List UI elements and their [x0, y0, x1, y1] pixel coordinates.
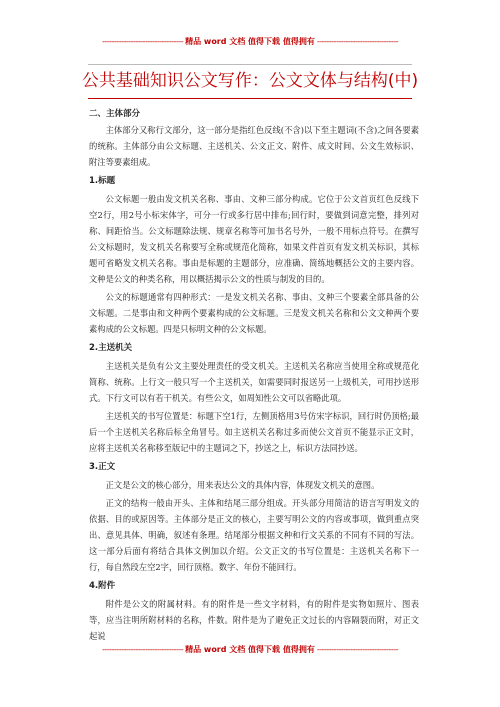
section-heading: 3.正文	[89, 462, 116, 472]
document-body	[89, 105, 419, 646]
banner-dashes-right: ----------------------------------	[316, 645, 398, 654]
footer-banner	[0, 645, 500, 655]
section-heading: 1.标题	[89, 176, 116, 186]
header-divider	[88, 64, 412, 65]
header-banner	[0, 37, 500, 47]
paragraph: 附件是公文的附属材料。有的附件是一些文字材料，有的附件是实物如照片、图表等，应当注明所附材料的名称，件数。附件是为了避免正文过长的内容隔裂而附，对正文起说	[89, 599, 419, 641]
banner-dashes-right: ----------------------------------	[316, 37, 398, 46]
banner-dashes-left: ----------------------------------	[101, 645, 184, 654]
paragraph: 正文是公文的核心部分，用来表达公文的具体内容，体现发文机关的意图。	[105, 480, 380, 490]
paragraph: 公文标题一般由发文机关名称、事由、文种三部分构成。它位于公文首页红色反线下空2行，用2号小标宋体字，可分一行或多行居中排布;回行时，要做到词意完整，排列对称、间距恰当。公文标题除法规、规章名称等可加书名号外，一般不用标点符号。在撰写公文标题时，发文机关名称要写全称或规范化简称，如果文件首页有发文机关标识，其标题可省略发文机关名称。事由是标题的主题部分，应准确、简练地概括公文的主要内容。文种是公文的种类名称，用以概括揭示公文的性质与制发的目的。	[89, 194, 419, 284]
paragraph: 正文的结构一般由开头、主体和结尾三部分组成。开头部分用简洁的语言写明发文的依据、目的或原因等。主体部分是正文的核心，主要写明公文的内容或事项，做到重点突出、意见具体、明确，叙述有条理。结尾部分根据文种和行文关系的不同有不同的写法。这一部分后面有将结合具体文例加以介绍。公文正文的书写位置是：主送机关名称下一行，每自然段左空2字，回行顶格。数字、年份不能回行。	[89, 498, 419, 572]
paragraph: 公文的标题通常有四种形式：一是发文机关名称、事由、文种三个要素全部具备的公文标题。二是事由和文种两个要素构成的公文标题。三是发文机关名称和公文文种两个要素构成的公文标题。四是只标明文种的公文标题。	[89, 292, 419, 334]
banner-text: 精品 word 文档 值得下载 值得拥有	[185, 37, 315, 46]
section-heading: 4.附件	[89, 581, 116, 591]
page-title: 公共基础知识公文写作：公文文体与结构(中)	[81, 71, 419, 91]
paragraph: 主送机关是负有公文主要处理责任的受文机关。主送机关名称应当使用全称或规范化简称、统称。上行文一般只写一个主送机关，如需要同时报送另一上级机关，可用抄送形式。下行文可以有若干机关。有些公文，如周知性公文可以省略此项。	[89, 361, 419, 403]
banner-dashes-left: ----------------------------------	[101, 37, 184, 46]
section-heading: 二、主体部分	[89, 109, 141, 119]
section-heading: 2.主送机关	[89, 343, 133, 353]
paragraph: 主体部分又称行文部分，这一部分是指红色反线(不含)以下至主题词(不含)之间各要素的统称。主体部分由公文标题、主送机关、公文正文、附件、成文时间、公文生效标识、附注等要素组成。	[89, 125, 419, 167]
paragraph: 主送机关的书写位置是：标题下空1行，左侧顶格用3号仿宋字标识，回行时仍顶格;最后一个主送机关名称后标全角冒号。如主送机关名称过多而使公文首页不能显示正文时，应将主送机关名称移至版记中的主题词之下，抄送之上，标识方法同抄送。	[89, 411, 419, 453]
banner-text: 精品 word 文档 值得下载 值得拥有	[185, 645, 315, 654]
title-divider	[88, 98, 412, 99]
